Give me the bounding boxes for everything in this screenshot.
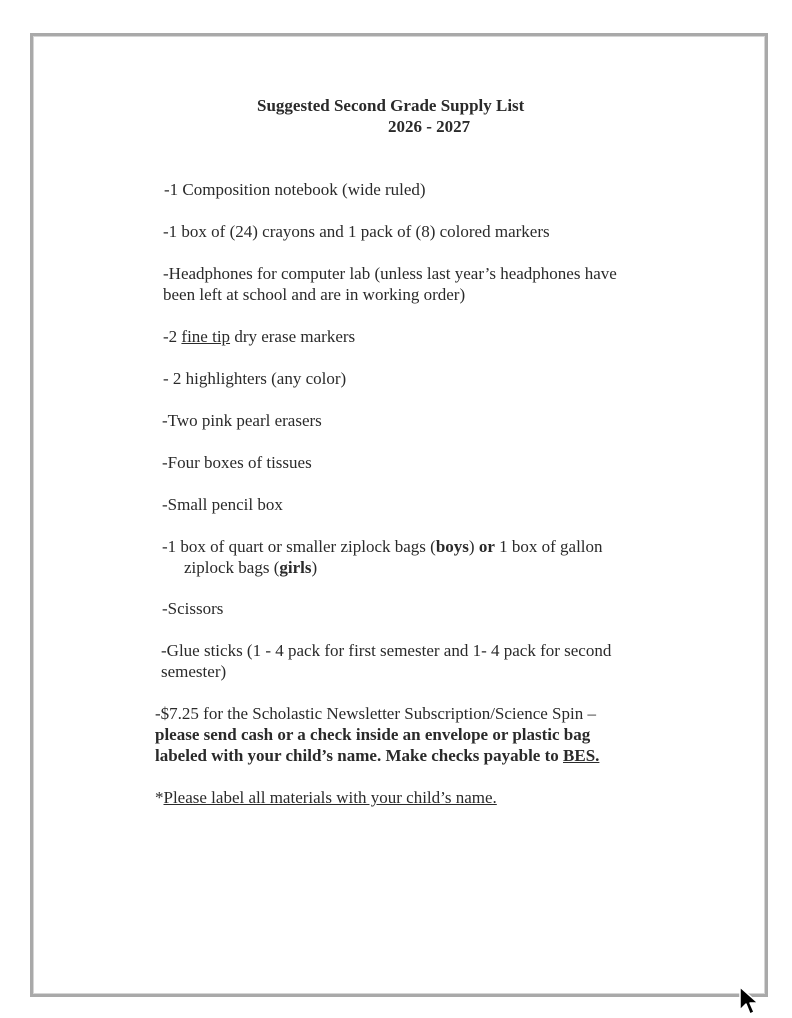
list-item-highlighters: - 2 highlighters (any color) (163, 369, 347, 388)
list-item-tissues: -Four boxes of tissues (162, 453, 312, 472)
fine-tip-emphasis: fine tip (181, 327, 231, 346)
list-item-glue-sticks: -Glue sticks (1 - 4 pack for first semester and 1- 4 pack for second semester) (161, 641, 612, 681)
title-school-year: 2026 - 2027 (388, 117, 471, 136)
mouse-pointer-icon (738, 986, 760, 1016)
page-border (30, 33, 768, 997)
list-item-pencil-box: -Small pencil box (162, 495, 283, 514)
payee-name: BES. (563, 746, 600, 765)
list-item-dry-erase-markers: -2 fine tip dry erase markers (163, 327, 356, 346)
label-materials-note: *Please label all materials with your child’s name. (155, 788, 497, 807)
list-item-erasers: -Two pink pearl erasers (162, 411, 322, 430)
ziplock-girls: girls (279, 558, 312, 577)
list-item-scissors: -Scissors (162, 599, 224, 618)
title-heading: Suggested Second Grade Supply List (257, 96, 525, 115)
ziplock-boys: boys (435, 537, 469, 556)
list-item-composition-notebook: -1 Composition notebook (wide ruled) (164, 180, 426, 199)
subscription-paragraph: -$7.25 for the Scholastic Newsletter Subscription/Science Spin – please send cash or a check inside an envelope or plastic bag labeled with your child’s name. Make checks payable to BES. (155, 704, 600, 765)
list-item-crayons-markers: -1 box of (24) crayons and 1 pack of (8) colored markers (163, 222, 550, 241)
list-item-headphones: -Headphones for computer lab (unless last year’s headphones have been left at school and are in working order) (163, 264, 617, 304)
document-title (0, 95, 792, 137)
list-item-ziplock-bags: -1 box of quart or smaller ziplock bags (boys) or 1 box of gallon ziplock bags (girls) (162, 537, 603, 577)
